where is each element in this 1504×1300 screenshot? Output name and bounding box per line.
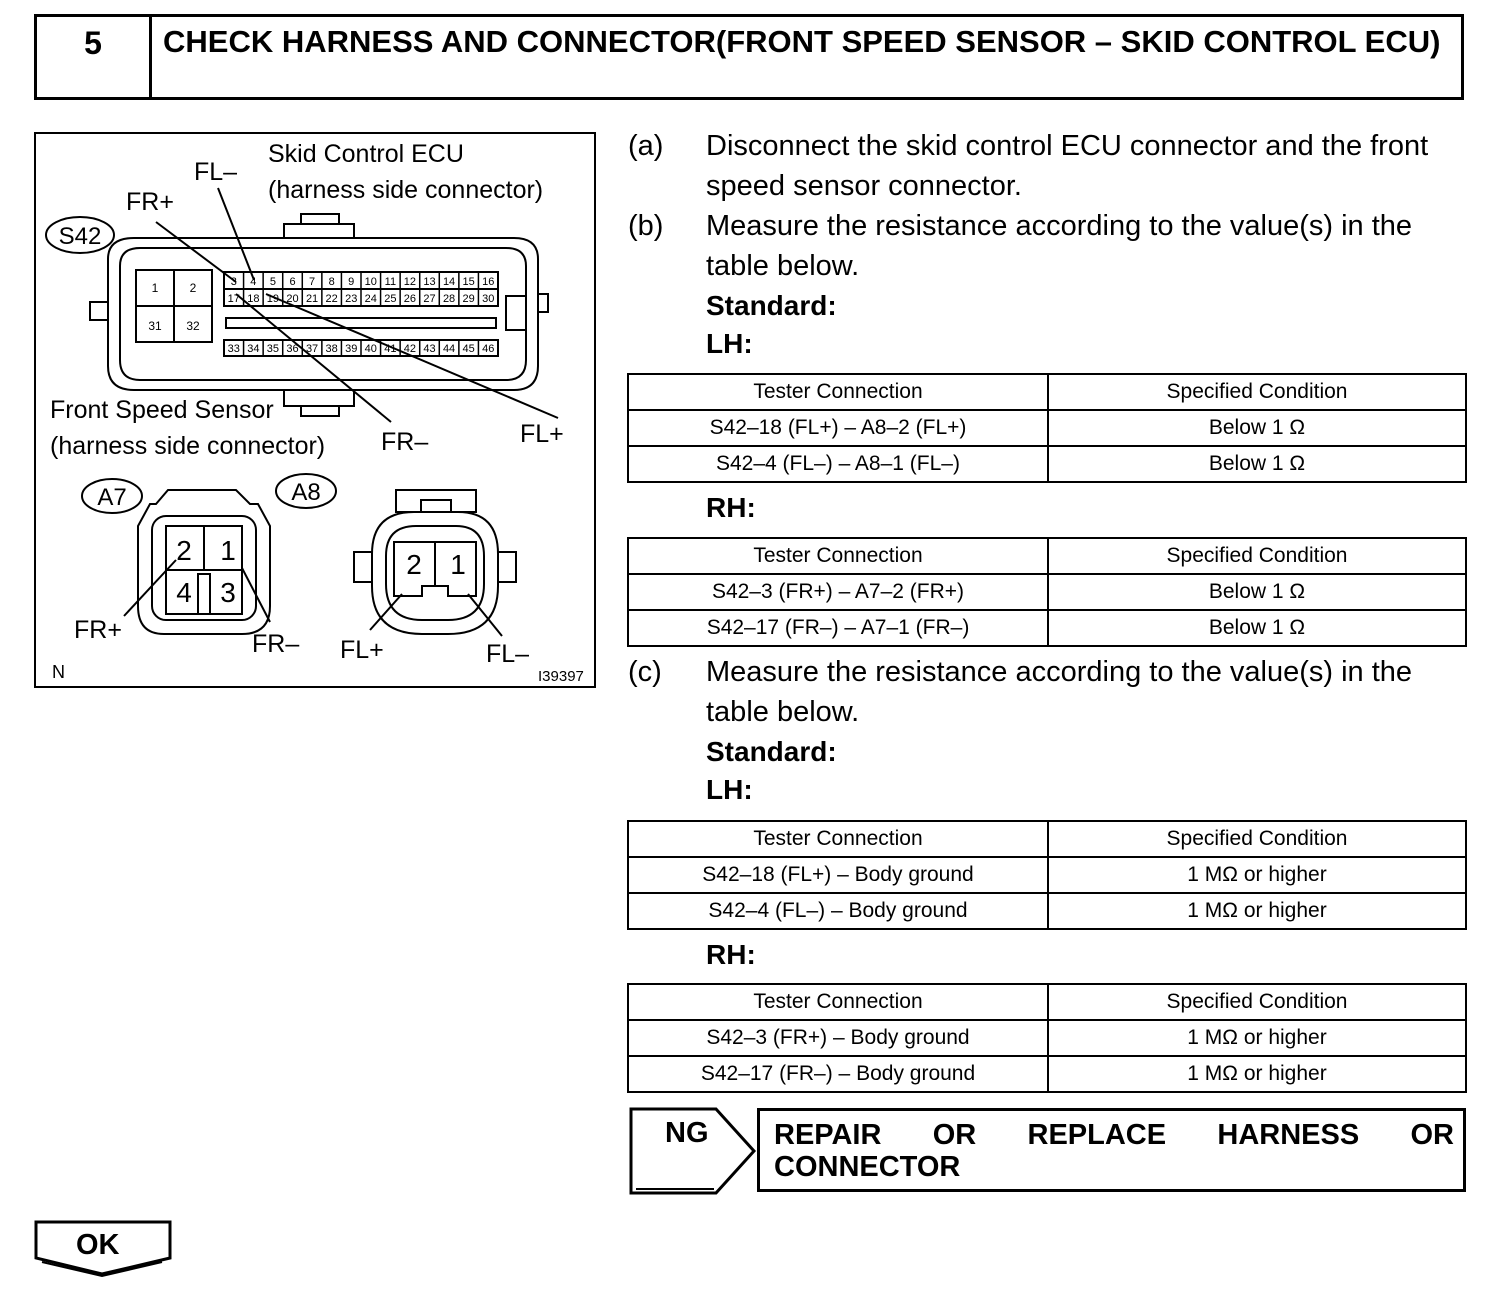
ecu-pin-number: 13 xyxy=(423,276,436,288)
ecu-pin-number: 30 xyxy=(482,293,495,305)
ng-word: REPLACE xyxy=(1027,1119,1167,1151)
step-a-line2: speed sensor connector. xyxy=(706,170,1022,202)
a7-label-fr-plus: FR+ xyxy=(74,616,122,644)
ecu-pin-number: 11 xyxy=(384,276,397,288)
ecu-top-latch xyxy=(284,224,354,238)
callout-line-fr-plus xyxy=(156,222,236,282)
condition-cell: Below 1 Ω xyxy=(1048,610,1466,646)
table-header-row xyxy=(628,374,1466,410)
tester-connection-cell: S42–3 (FR+) – Body ground xyxy=(628,1020,1048,1056)
ecu-pin-number: 40 xyxy=(364,343,377,355)
a8-label-fl-plus: FL+ xyxy=(340,636,384,664)
step-a-line1: Disconnect the skid control ECU connector and the front xyxy=(706,130,1429,162)
ecu-pin-number: 5 xyxy=(269,276,276,288)
ecu-pin-number: 46 xyxy=(482,343,495,355)
ecu-pin-number: 18 xyxy=(247,293,260,305)
ecu-left-ear xyxy=(90,302,108,320)
ecu-pin-number: 8 xyxy=(328,276,335,288)
tester-connection-cell: S42–17 (FR–) – Body ground xyxy=(628,1056,1048,1092)
ecu-pin-number: 3 xyxy=(230,276,237,288)
ecu-pin-number: 16 xyxy=(482,276,495,288)
col-tester-connection: Tester Connection xyxy=(628,374,1048,410)
ecu-pin-number: 19 xyxy=(266,293,280,305)
ecu-pin-number: 45 xyxy=(462,343,475,355)
ecu-pin-number: 39 xyxy=(345,343,358,355)
rh-label-b: RH: xyxy=(706,492,756,523)
sensor-label-line1: Front Speed Sensor xyxy=(50,396,274,424)
step-c-letter: (c) xyxy=(628,656,662,688)
a7-pin-2: 2 xyxy=(176,535,192,566)
a8-right-ear xyxy=(498,552,516,582)
ecu-pin-number: 33 xyxy=(227,343,240,355)
table-row xyxy=(628,610,1466,646)
condition-cell: 1 MΩ or higher xyxy=(1048,893,1466,929)
ecu-pin-number: 4 xyxy=(250,276,257,288)
tester-connection-cell: S42–17 (FR–) – A7–1 (FR–) xyxy=(628,610,1048,646)
col-tester-connection: Tester Connection xyxy=(628,984,1048,1020)
callout-fr-plus: FR+ xyxy=(126,188,174,216)
ecu-pin-number: 17 xyxy=(227,293,240,305)
a7-pin-4: 4 xyxy=(176,577,192,608)
tester-connection-cell: S42–4 (FL–) – Body ground xyxy=(628,893,1048,929)
a7-label-fr-minus: FR– xyxy=(252,630,300,658)
table-row xyxy=(628,1056,1466,1092)
a8-label-fl-minus: FL– xyxy=(486,640,530,668)
tester-connection-cell: S42–3 (FR+) – A7–2 (FR+) xyxy=(628,574,1048,610)
ng-action-line1 xyxy=(774,1119,1454,1151)
table-header-row xyxy=(628,538,1466,574)
ng-word: OR xyxy=(1410,1119,1454,1151)
condition-cell: Below 1 Ω xyxy=(1048,446,1466,482)
ecu-pin-number: 44 xyxy=(442,343,456,355)
step-a-letter: (a) xyxy=(628,130,664,162)
ecu-big-pin-number: 32 xyxy=(186,319,200,333)
ecu-right-ear xyxy=(538,294,548,312)
figure-code: I39397 xyxy=(538,668,584,685)
step-c-line1: Measure the resistance according to the value(s) in the xyxy=(706,656,1413,688)
a7-callout-fr-plus xyxy=(124,560,176,616)
a8-pin-1: 1 xyxy=(450,549,466,580)
ecu-pin-number: 7 xyxy=(309,276,316,288)
ecu-pin-number: 10 xyxy=(364,276,377,288)
callout-fl-minus: FL– xyxy=(194,158,238,186)
ng-label: NG xyxy=(665,1117,709,1149)
ecu-pin-number: 22 xyxy=(325,293,338,305)
ecu-pin-number: 42 xyxy=(403,343,417,355)
table-row xyxy=(628,893,1466,929)
ecu-pin-number: 29 xyxy=(462,293,475,305)
ecu-pin-number: 25 xyxy=(384,293,397,305)
s42-id: S42 xyxy=(58,223,102,250)
tester-connection-cell: S42–18 (FL+) – Body ground xyxy=(628,857,1048,893)
table-row xyxy=(628,857,1466,893)
table-b-rh xyxy=(627,537,1467,647)
ok-label: OK xyxy=(76,1229,120,1261)
condition-cell: 1 MΩ or higher xyxy=(1048,1056,1466,1092)
ecu-pin-number: 21 xyxy=(305,293,319,305)
connector-diagram xyxy=(34,132,596,688)
a8-id: A8 xyxy=(291,479,321,506)
a7-pin-1: 1 xyxy=(220,535,236,566)
ng-action-box xyxy=(757,1108,1466,1192)
ecu-big-pin-number: 2 xyxy=(189,281,197,295)
table-c-rh xyxy=(627,983,1467,1093)
ecu-pin-number: 14 xyxy=(442,276,456,288)
ecu-pin-number: 12 xyxy=(403,276,417,288)
ecu-pin-number: 27 xyxy=(423,293,436,305)
ecu-pin-number: 34 xyxy=(247,343,260,355)
ecu-big-pin-number: 1 xyxy=(151,281,159,295)
ecu-pin-number: 20 xyxy=(286,293,299,305)
col-specified-condition: Specified Condition xyxy=(1048,821,1466,857)
condition-cell: Below 1 Ω xyxy=(1048,410,1466,446)
condition-cell: Below 1 Ω xyxy=(1048,574,1466,610)
table-row xyxy=(628,410,1466,446)
a8-left-ear xyxy=(354,552,372,582)
callout-line-fl-minus xyxy=(218,188,254,280)
a7-pin-3: 3 xyxy=(220,577,236,608)
lh-label-b: LH: xyxy=(706,328,753,359)
col-specified-condition: Specified Condition xyxy=(1048,984,1466,1020)
ecu-top-tab xyxy=(301,214,339,224)
lh-label-c: LH: xyxy=(706,774,753,805)
ecu-big-pin-number: 31 xyxy=(148,319,162,333)
step-header xyxy=(34,14,1464,100)
table-header-row xyxy=(628,984,1466,1020)
ecu-pin-number: 28 xyxy=(442,293,456,305)
step-number: 5 xyxy=(37,17,152,97)
step-b-line1: Measure the resistance according to the value(s) in the xyxy=(706,210,1413,242)
table-c-lh xyxy=(627,820,1467,930)
ecu-pin-number: 26 xyxy=(403,293,417,305)
col-tester-connection: Tester Connection xyxy=(628,821,1048,857)
ecu-pin-number: 41 xyxy=(384,343,397,355)
ecu-pin-number: 43 xyxy=(423,343,436,355)
ecu-side-lock xyxy=(506,296,526,330)
sensor-label-line2: (harness side connector) xyxy=(50,432,326,460)
ng-action-line2: CONNECTOR xyxy=(774,1151,961,1183)
table-row xyxy=(628,574,1466,610)
table-header-row xyxy=(628,821,1466,857)
col-specified-condition: Specified Condition xyxy=(1048,538,1466,574)
ecu-pin-number: 23 xyxy=(345,293,358,305)
rh-label-c: RH: xyxy=(706,939,756,970)
step-b-letter: (b) xyxy=(628,210,664,242)
corner-letter: N xyxy=(52,662,65,682)
ecu-pin-number: 9 xyxy=(348,276,355,288)
condition-cell: 1 MΩ or higher xyxy=(1048,857,1466,893)
step-c-line2: table below. xyxy=(706,696,860,728)
a7-id: A7 xyxy=(97,484,127,511)
tester-connection-cell: S42–4 (FL–) – A8–1 (FL–) xyxy=(628,446,1048,482)
ecu-bottom-latch xyxy=(284,390,354,406)
ecu-pin-number: 38 xyxy=(325,343,338,355)
ecu-connector-outline xyxy=(108,238,538,390)
ng-word: OR xyxy=(932,1119,977,1151)
a8-pin-2: 2 xyxy=(406,549,422,580)
ecu-pin-number: 24 xyxy=(364,293,377,305)
table-row xyxy=(628,446,1466,482)
ecu-pin-number: 15 xyxy=(462,276,475,288)
step-title: CHECK HARNESS AND CONNECTOR(FRONT SPEED SENSOR – SKID CONTROL ECU) xyxy=(163,24,1441,59)
ecu-pin-number: 35 xyxy=(266,343,280,355)
ecu-connector-inner xyxy=(120,248,526,380)
ng-word: HARNESS xyxy=(1217,1119,1360,1151)
col-tester-connection: Tester Connection xyxy=(628,538,1048,574)
ecu-label-line1: Skid Control ECU xyxy=(268,140,464,168)
table-row xyxy=(628,1020,1466,1056)
standard-label-c: Standard: xyxy=(706,736,837,767)
step-b-line2: table below. xyxy=(706,250,860,282)
condition-cell: 1 MΩ or higher xyxy=(1048,1020,1466,1056)
ecu-bottom-tab xyxy=(301,406,339,416)
ecu-pin-number: 37 xyxy=(305,343,319,355)
callout-fl-plus: FL+ xyxy=(520,420,564,448)
ecu-pin-number: 6 xyxy=(289,276,296,288)
col-specified-condition: Specified Condition xyxy=(1048,374,1466,410)
callout-fr-minus: FR– xyxy=(381,428,429,456)
ng-word: REPAIR xyxy=(774,1119,882,1151)
tester-connection-cell: S42–18 (FL+) – A8–2 (FL+) xyxy=(628,410,1048,446)
table-b-lh xyxy=(627,373,1467,483)
ecu-label-line2: (harness side connector) xyxy=(268,176,544,204)
standard-label-b: Standard: xyxy=(706,290,837,321)
ecu-pin-number: 36 xyxy=(286,343,299,355)
